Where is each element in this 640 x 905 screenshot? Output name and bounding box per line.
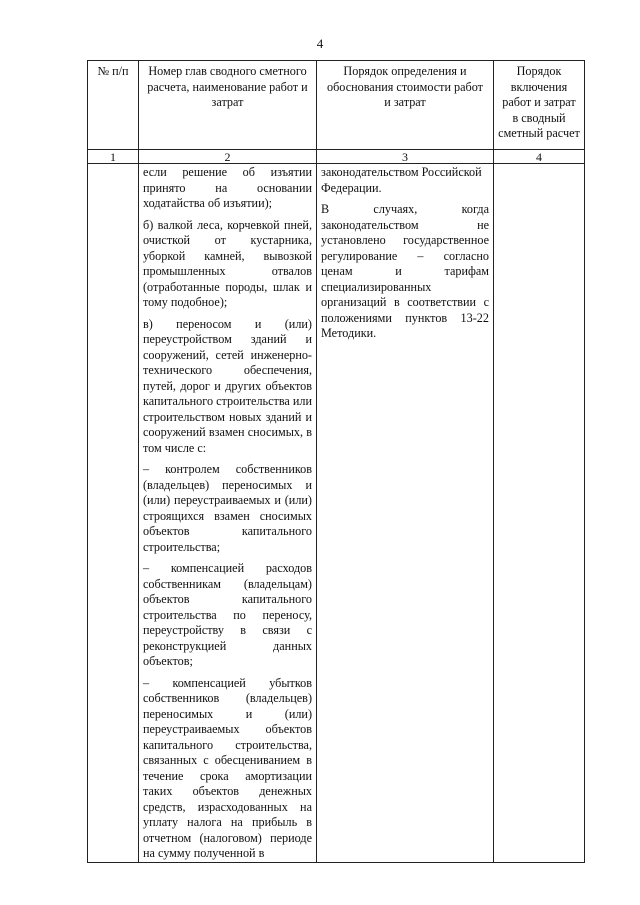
column-number-3: 3 xyxy=(317,150,494,164)
paragraph: – контролем собственников (владельцев) переносимых и (или) переустраиваемых и (или) строящихся взамен сносимых объектов капитального строительства; xyxy=(143,462,312,554)
column-number-2: 2 xyxy=(139,150,317,164)
header-chapter-name: Номер глав сводного сметного расчета, наименование работ и затрат xyxy=(139,61,317,150)
column-number-1: 1 xyxy=(88,150,139,164)
chapter-text-cell xyxy=(139,164,317,863)
paragraph: если решение об изъятии принято на основании ходатайства об изъятии); xyxy=(143,165,312,210)
row-number-cell xyxy=(88,164,139,863)
column-number-4: 4 xyxy=(494,150,585,164)
table-header-row xyxy=(88,61,585,150)
header-cost-determination: Порядок определения и обоснования стоимости работ и затрат xyxy=(317,61,494,150)
page-number: 4 xyxy=(316,36,324,51)
paragraph: – компенсацией расходов собственникам (владельцам) объектов капитального строительства по переносу, переустройству в связи с реконструкцией данных объектов; xyxy=(143,561,312,668)
paragraph: законодательством Российской Федерации. xyxy=(321,165,482,195)
paragraph: в) переносом и (или) переустройством зданий и сооружений, сетей инженерно-технического обеспечения, путей, дорог и других объектов капитального строительства или строительством новых зданий и сооружений взамен сносимых, в том числе с: xyxy=(143,316,312,455)
paragraph: б) валкой леса, корчевкой пней, очисткой от кустарника, уборкой камней, вывозкой промышленных отвалов (отработанные породы, шлак и тому подобное); xyxy=(143,217,312,309)
paragraph: – компенсацией убытков собственников (владельцев) переносимых и (или) переустраиваемых объектов капитального строительства, связанных с обесцениванием в течение срока амортизации таких объектов денежных средств, израсходованных на уплату налога на прибыль в отчетном (налоговом) периоде на сумму полученной в xyxy=(143,675,312,860)
header-number: № п/п xyxy=(88,61,139,150)
paragraph: В случаях, когда законодательством не установлено государственное регулирование – согласно ценам и тарифам специализированных организаций в соответствии с положениями пунктов 13-22 Методики. xyxy=(321,202,489,340)
header-inclusion-order: Порядок включения работ и затрат в сводный сметный расчет xyxy=(494,61,585,150)
column-numbers-row xyxy=(88,150,585,164)
estimate-table xyxy=(87,60,585,863)
table-row xyxy=(88,164,585,863)
cost-text-cell xyxy=(317,164,494,863)
inclusion-cell xyxy=(494,164,585,863)
